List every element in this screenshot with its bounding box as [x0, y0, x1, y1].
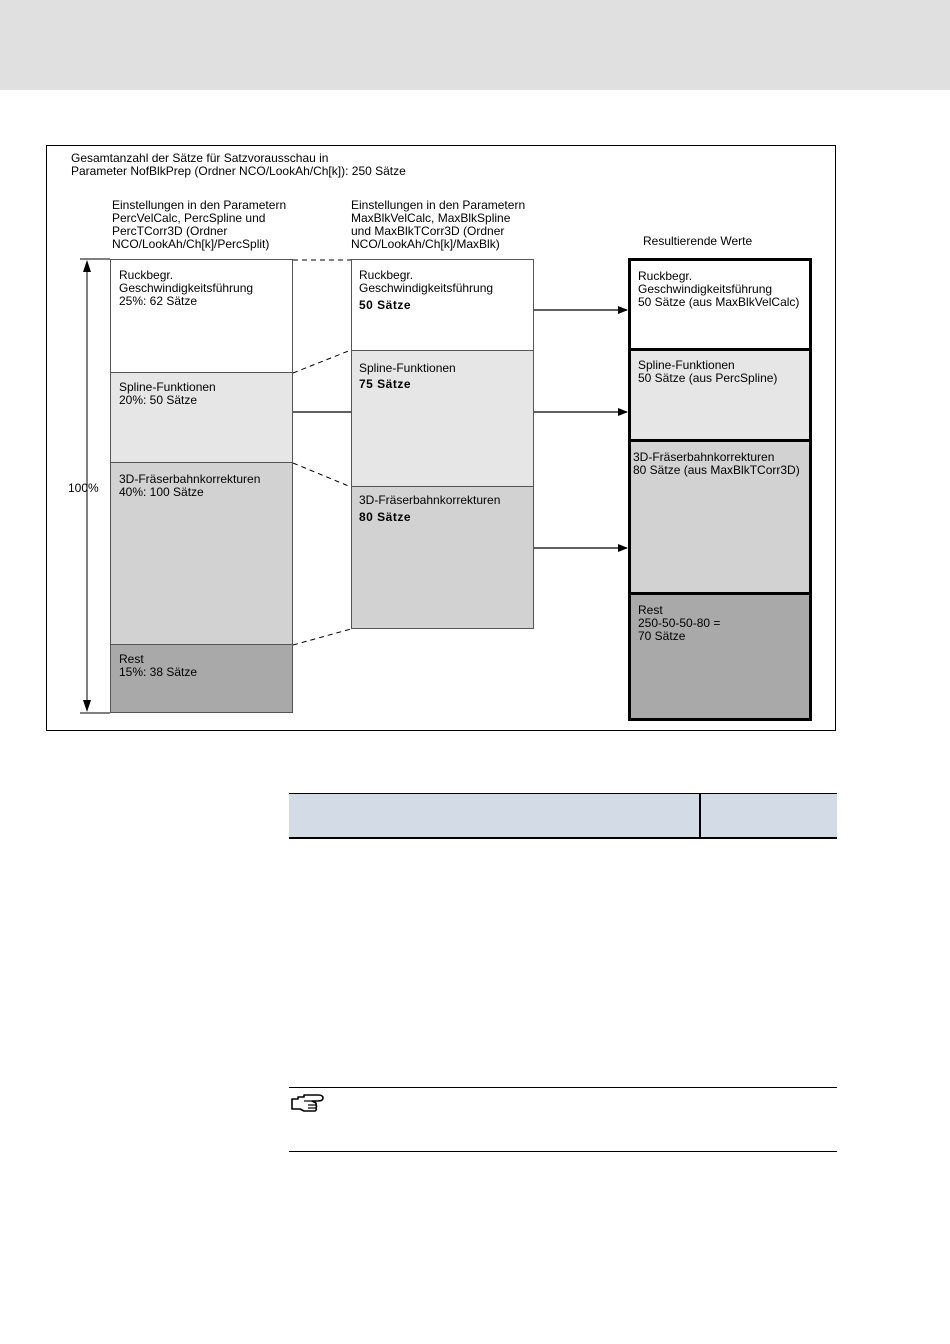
col2-block-3d	[351, 486, 534, 629]
col1-spline-value: 20%: 50 Sätze	[119, 393, 198, 407]
table-column-divider	[699, 793, 701, 839]
col1-3d-name: 3D-Fräserbahnkorrekturen	[119, 472, 261, 486]
col3-block-3d	[628, 439, 812, 595]
col1-rest-name: Rest	[119, 652, 144, 666]
figure-title-line2: Parameter NofBlkPrep (Ordner NCO/LookAh/Ch[k]): 250 Sätze	[71, 164, 406, 178]
col3-ruck-name: Ruckbegr.	[638, 269, 693, 283]
col2-3d-name: 3D-Fräserbahnkorrekturen	[359, 493, 501, 507]
col2-block-ruck	[351, 259, 534, 351]
col1-spline-name: Spline-Funktionen	[119, 380, 216, 394]
col2-ruck-name2: Geschwindigkeitsführung	[359, 281, 494, 295]
table-header	[289, 793, 837, 839]
col3-3d-name: 3D-Fräserbahnkorrekturen	[633, 450, 775, 464]
col3-heading: Resultierende Werte	[643, 234, 753, 248]
pointing-hand-icon	[290, 1093, 326, 1120]
figure-title-line1: Gesamtanzahl der Sätze für Satzvorausschau in	[71, 151, 329, 165]
note-bottom-rule	[289, 1151, 837, 1152]
col1-heading-line1: Einstellungen in den Parametern	[112, 198, 287, 212]
col2-ruck-name: Ruckbegr.	[359, 268, 414, 282]
col1-block-ruck	[110, 259, 293, 373]
col2-ruck-value: 50 Sätze	[359, 298, 412, 312]
col3-rest-value2: 70 Sätze	[638, 629, 686, 643]
col2-spline-name: Spline-Funktionen	[359, 361, 456, 375]
col1-ruck-name: Ruckbegr.	[119, 268, 174, 282]
col2-heading-line3: und MaxBlkTCorr3D (Ordner	[351, 224, 505, 238]
col1-block-rest	[110, 644, 293, 713]
col3-3d-value: 80 Sätze (aus MaxBlkTCorr3D)	[633, 463, 800, 477]
col2-spline-value: 75 Sätze	[359, 377, 412, 391]
col1-heading-line2: PercVelCalc, PercSpline und	[112, 211, 266, 225]
col2-heading-line1: Einstellungen in den Parametern	[351, 198, 526, 212]
col3-spline-value: 50 Sätze (aus PercSpline)	[638, 371, 778, 385]
col3-ruck-value: 50 Sätze (aus MaxBlkVelCalc)	[638, 295, 800, 309]
col3-rest-name: Rest	[638, 603, 663, 617]
col3-block-spline	[628, 348, 812, 442]
hundred-percent-label: 100%	[68, 481, 99, 495]
col3-block-ruck	[628, 258, 812, 351]
col2-block-spline	[351, 350, 534, 487]
col3-block-rest	[628, 592, 812, 721]
col1-rest-value: 15%: 38 Sätze	[119, 665, 198, 679]
col3-rest-value: 250-50-50-80 =	[638, 616, 721, 630]
col1-block-3d	[110, 462, 293, 645]
col2-3d-value: 80 Sätze	[359, 510, 412, 524]
col1-heading-line4: NCO/LookAh/Ch[k]/PercSplit)	[112, 237, 270, 251]
col1-ruck-value: 25%: 62 Sätze	[119, 294, 198, 308]
col1-3d-value: 40%: 100 Sätze	[119, 485, 204, 499]
page-header-band	[0, 0, 950, 90]
col1-heading-line3: PercTCorr3D (Ordner	[112, 224, 228, 238]
col2-heading-line2: MaxBlkVelCalc, MaxBlkSpline	[351, 211, 511, 225]
col1-block-spline	[110, 372, 293, 463]
note-top-rule	[289, 1087, 837, 1088]
col3-ruck-name2: Geschwindigkeitsführung	[638, 282, 773, 296]
col3-spline-name: Spline-Funktionen	[638, 358, 735, 372]
col2-heading-line4: NCO/LookAh/Ch[k]/MaxBlk)	[351, 237, 500, 251]
col1-ruck-name2: Geschwindigkeitsführung	[119, 281, 254, 295]
